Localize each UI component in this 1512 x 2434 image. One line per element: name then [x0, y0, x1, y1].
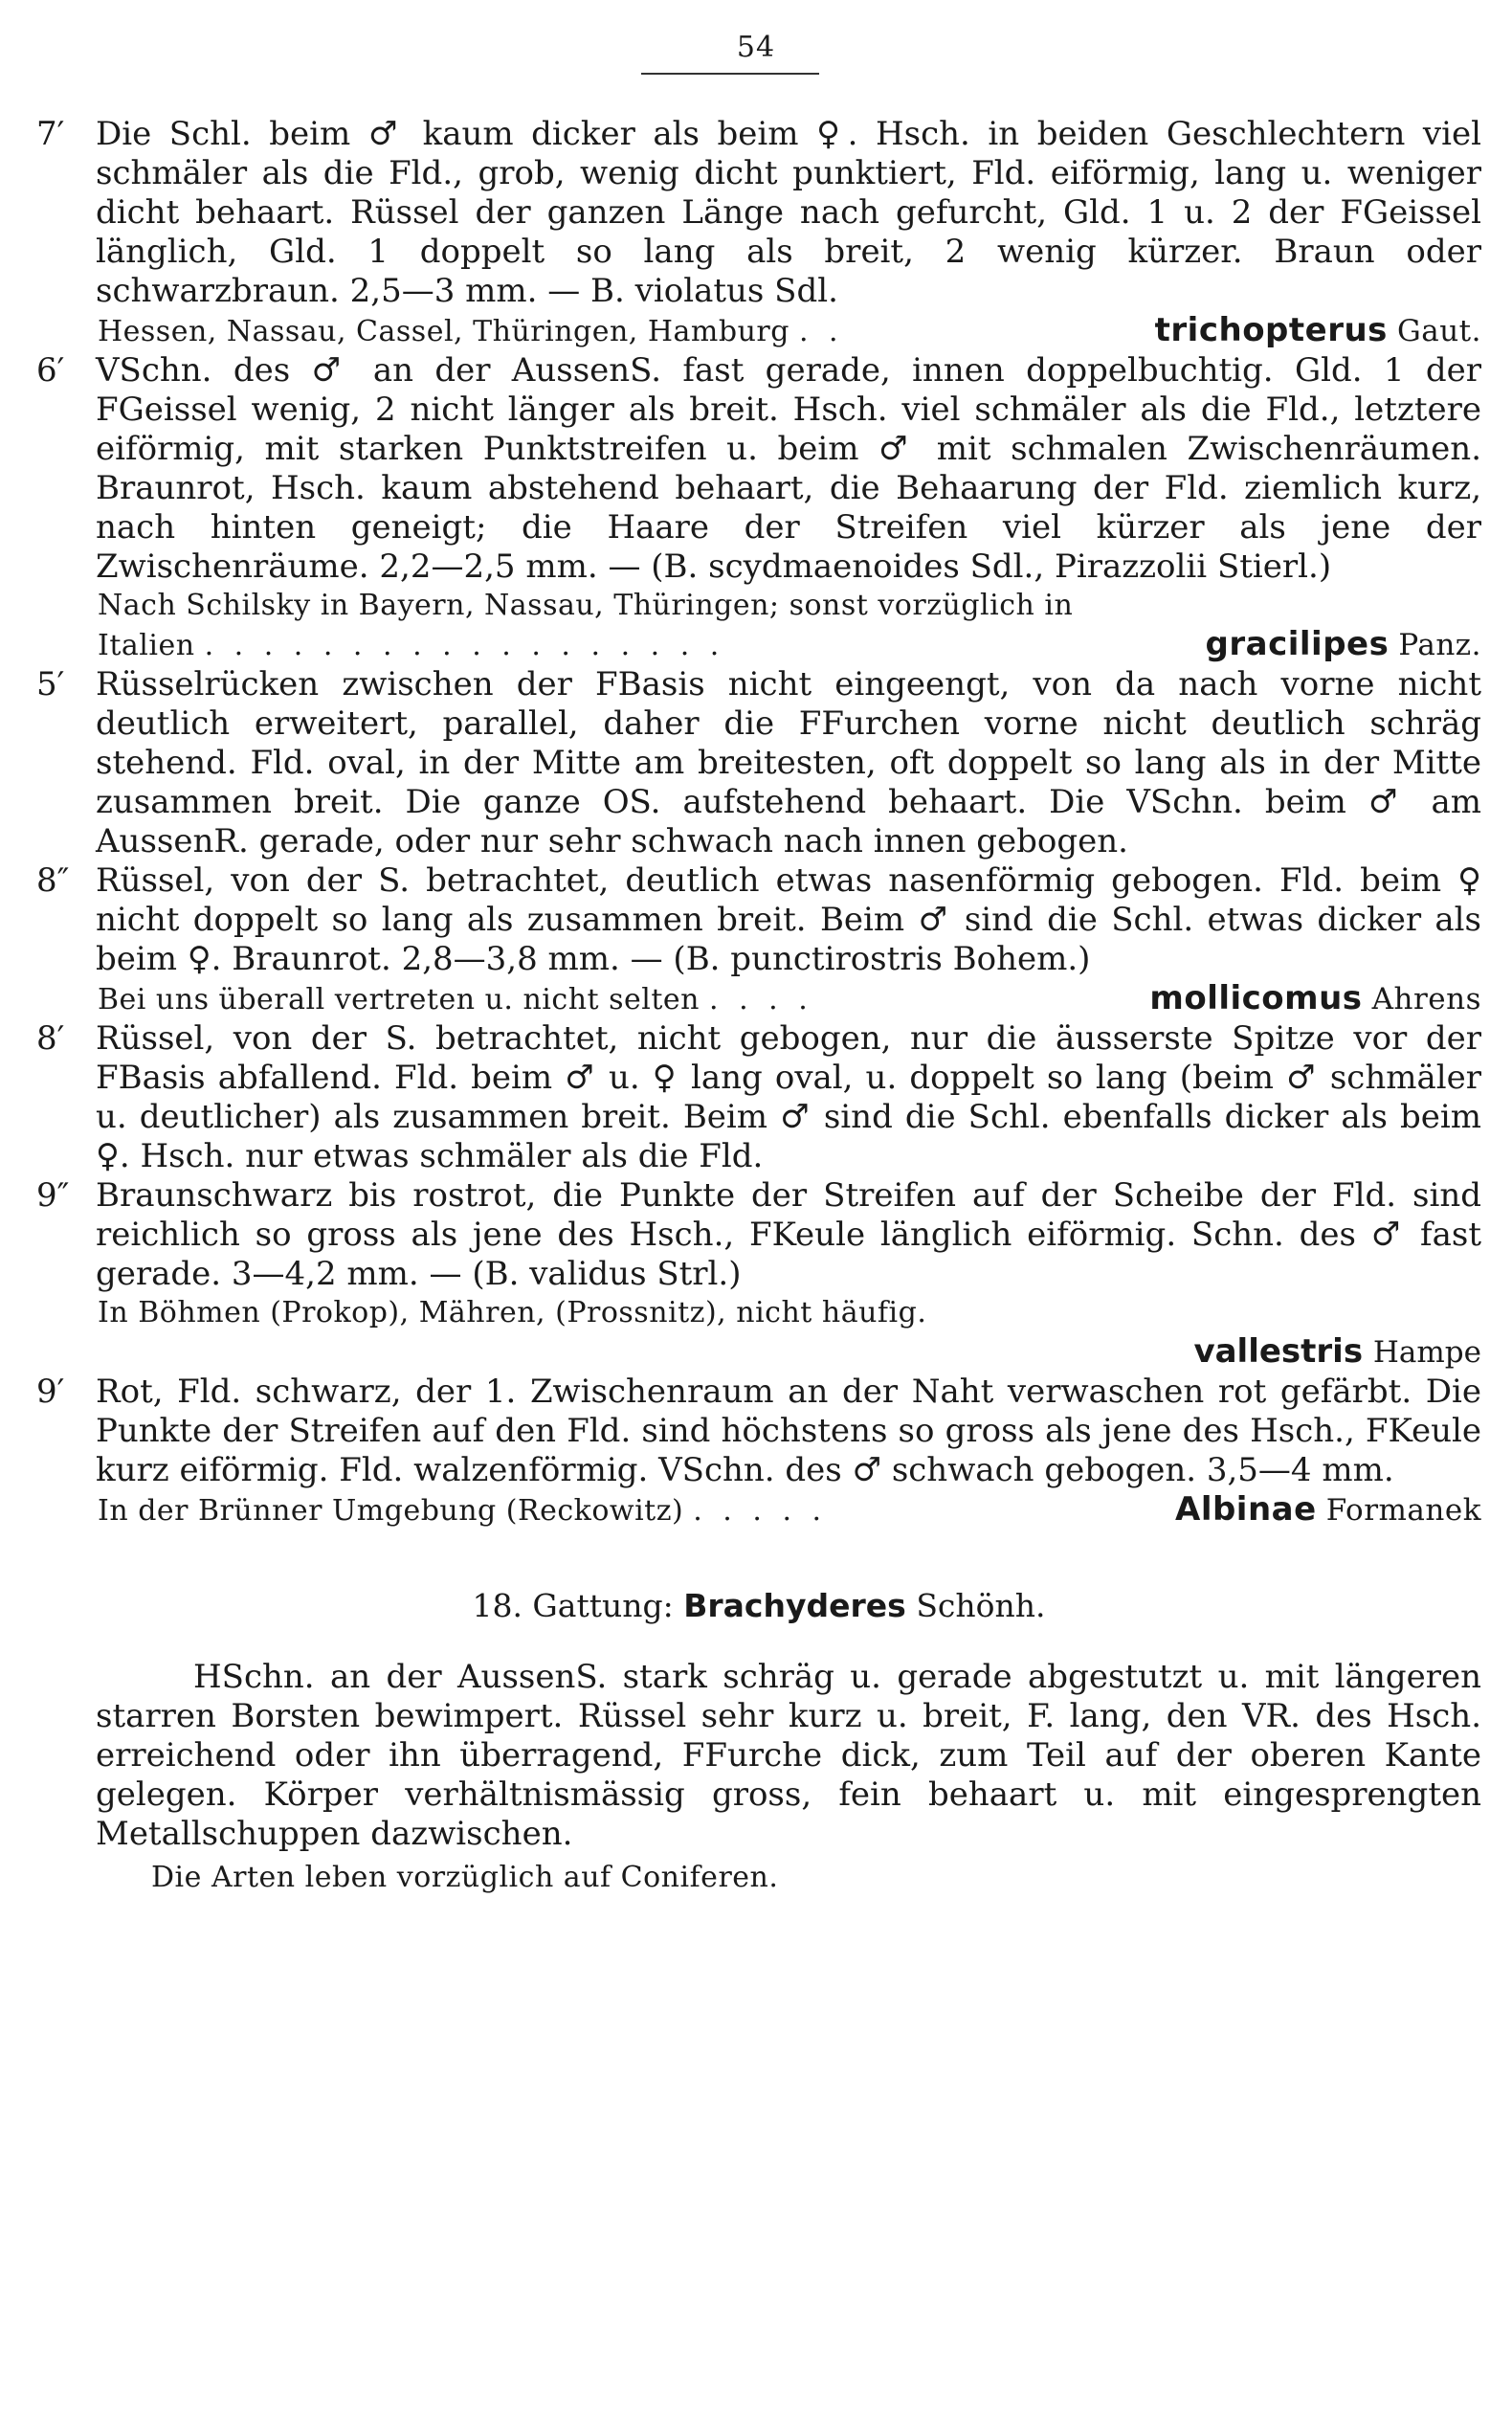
key-entry	[36, 351, 1481, 587]
page-number: 54	[736, 31, 776, 64]
species-name: mollicomus	[1149, 979, 1363, 1017]
couplet-number: 7′	[36, 115, 65, 153]
key-entry	[36, 861, 1481, 979]
species-name: trichopterus	[1154, 311, 1388, 349]
genus-heading-prefix: 18. Gattung:	[472, 1587, 674, 1624]
couplet-text: Rüssel, von der S. betrachtet, nicht gebogen, nur die äusserste Spitze vor der FBasis abfallend. Fld. beim ♂ u. ♀ lang oval, u. doppelt so lang (beim ♂ schmäler u. deutlicher) als zusammen breit. Beim ♂ sind die Schl. ebenfalls dicker als beim ♀. Hsch. nur etwas schmäler als die Fld.	[96, 1019, 1481, 1175]
key-entry	[36, 665, 1481, 861]
couplet-number: 5′	[36, 665, 65, 703]
distribution-text: In Böhmen (Prokop), Mähren, (Prossnitz), nicht häufig.	[98, 1296, 927, 1329]
distribution-line	[98, 1294, 1481, 1332]
distribution-text: Hessen, Nassau, Cassel, Thüringen, Hamburg	[98, 315, 789, 348]
couplet-text: Rot, Fld. schwarz, der 1. Zwischenraum an der Naht verwaschen rot gefärbt. Die Punkte der Streifen auf den Fld. sind höchstens so gross als jene des Hsch., FKeule kurz eiförmig. Fld. walzenförmig. VSchn. des ♂ schwach gebogen. 3,5—4 mm.	[96, 1373, 1481, 1489]
leader-dots: . . . . . . . . . . . . . . . . . .	[204, 629, 725, 662]
species-author: Panz.	[1398, 628, 1481, 662]
species-author: Formanek	[1325, 1493, 1481, 1528]
couplet-text: Rüsselrücken zwischen der FBasis nicht eingeengt, von da nach vorne nicht deutlich erweitert, parallel, daher die FFurchen vorne nicht deutlich schräg stehend. Fld. oval, in der Mitte am breitesten, oft doppelt so lang als in der Mitte zusammen breit. Die ganze OS. aufstehend behaart. Die VSchn. beim ♂ am AussenR. gerade, oder nur sehr schwach nach innen gebogen.	[96, 665, 1481, 860]
leader-dots: . . . .	[709, 983, 813, 1016]
leader-dots: . . . . .	[693, 1494, 828, 1528]
key-content	[36, 115, 1481, 1897]
genus-author: Schönh.	[916, 1587, 1046, 1624]
page-number-rule	[641, 73, 819, 75]
couplet-number: 9″	[36, 1176, 70, 1215]
genus-heading	[36, 1586, 1481, 1625]
key-entry	[36, 1373, 1481, 1490]
key-entry	[36, 115, 1481, 311]
leader-dots: . .	[798, 315, 844, 348]
couplet-text: Rüssel, von der S. betrachtet, deutlich etwas nasenförmig gebogen. Fld. beim ♀ nicht doppelt so lang als zusammen breit. Beim ♂ sind die Schl. etwas dicker als beim ♀. Braunrot. 2,8—3,8 mm. — (B. punctirostris Bohem.)	[96, 861, 1481, 978]
species-author: Gaut.	[1396, 314, 1481, 348]
genus-note: Die Arten leben vorzüglich auf Coniferen.	[151, 1861, 779, 1894]
couplet-number: 8″	[36, 861, 70, 900]
key-entry	[36, 1176, 1481, 1294]
distribution-line	[98, 587, 1481, 665]
species-line	[98, 1332, 1481, 1373]
genus-name: Brachyderes	[683, 1587, 906, 1624]
distribution-text: In der Brünner Umgebung (Reckowitz)	[98, 1494, 684, 1528]
species-name: Albinae	[1175, 1490, 1317, 1529]
distribution-line	[98, 1490, 1481, 1530]
distribution-line	[98, 979, 1481, 1019]
distribution-text-continued: Italien	[98, 629, 195, 662]
species-name: gracilipes	[1205, 625, 1390, 663]
couplet-number: 8′	[36, 1019, 65, 1058]
couplet-text: Die Schl. beim ♂ kaum dicker als beim ♀. Hsch. in beiden Geschlechtern viel schmäler als die Fld., grob, wenig dicht punktiert, Fld. eiförmig, lang u. weniger dicht behaart. Rüssel der ganzen Länge nach gefurcht, Gld. 1 u. 2 der FGeissel länglich, Gld. 1 doppelt so lang als breit, 2 wenig kürzer. Braun oder schwarzbraun. 2,5—3 mm. — B. violatus Sdl.	[96, 115, 1481, 310]
species-name: vallestris	[1193, 1332, 1364, 1371]
couplet-number: 6′	[36, 351, 65, 390]
species-author: Hampe	[1372, 1335, 1481, 1370]
genus-description: HSchn. an der AussenS. stark schräg u. gerade abgestutzt u. mit längeren starren Borsten bewimpert. Rüssel sehr kurz u. breit, F. lang, den VR. des Hsch. erreichend oder ihn überragend, FFurche dick, zum Teil auf der oberen Kante gelegen. Körper verhältnismässig gross, fein behaart u. mit eingesprengten Metallschuppen dazwischen.	[96, 1658, 1481, 1853]
distribution-text: Bei uns überall vertreten u. nicht selten	[98, 983, 700, 1016]
distribution-text: Nach Schilsky in Bayern, Nassau, Thüringen; sonst vorzüglich in	[98, 589, 1074, 622]
couplet-text: VSchn. des ♂ an der AussenS. fast gerade, innen doppelbuchtig. Gld. 1 der FGeissel wenig, 2 nicht länger als breit. Hsch. viel schmäler als die Fld., letztere eiförmig, mit starken Punktstreifen u. beim ♂ mit schmalen Zwischenräumen. Braunrot, Hsch. kaum abstehend behaart, die Behaarung der Fld. ziemlich kurz, nach hinten geneigt; die Haare der Streifen viel kürzer als jene der Zwischenräume. 2,2—2,5 mm. — (B. scydmaenoides Sdl., Pirazzolii Stierl.)	[96, 351, 1481, 586]
distribution-line	[98, 311, 1481, 351]
couplet-number: 9′	[36, 1373, 65, 1411]
couplet-text: Braunschwarz bis rostrot, die Punkte der Streifen auf der Scheibe der Fld. sind reichlich so gross als jene des Hsch., FKeule länglich eiförmig. Schn. des ♂ fast gerade. 3—4,2 mm. — (B. validus Strl.)	[96, 1176, 1481, 1293]
key-entry	[36, 1019, 1481, 1176]
species-author: Ahrens	[1371, 982, 1481, 1016]
